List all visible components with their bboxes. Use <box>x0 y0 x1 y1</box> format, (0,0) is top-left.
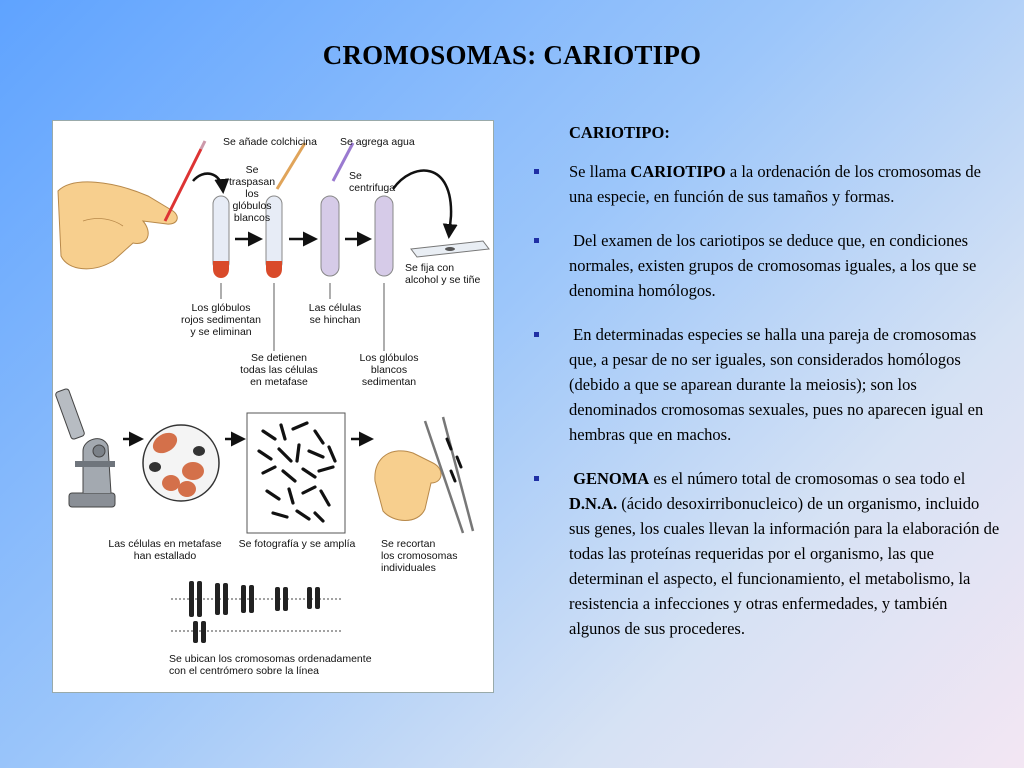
tube-4 <box>375 196 393 276</box>
karyotype-procedure-figure <box>52 120 494 693</box>
bullet-bold-term: D.N.A. <box>569 494 618 513</box>
label-ubican-2: con el centrómero sobre la línea <box>169 665 319 677</box>
arrow-to-slide <box>393 171 451 236</box>
label-rojos-3: y se eliminan <box>190 326 252 338</box>
label-centrifuga-1: Se <box>349 170 362 182</box>
bullet-text: (ácido desoxirribonucleico) de un organismo, incluido sus genes, los cuales llevan la información para la elaboración de todas las proteínas requeridas por el organismo, las que determinan el aspecto, el funcionamiento, el metabolismo, la resistencia a infecciones y otras enfermedades, y también algunos de sus procederes. <box>569 494 1000 638</box>
label-rojos-2: rojos sedimentan <box>181 314 261 326</box>
label-fija-2: alcohol y se tiñe <box>405 274 481 286</box>
tube-2 <box>266 143 305 278</box>
bullet-text: es el número total de cromosomas o sea todo el <box>649 469 974 488</box>
label-recortan-2: los cromosomas <box>381 550 458 562</box>
label-traspasan-line: los <box>245 188 259 200</box>
label-ubican-1: Se ubican los cromosomas ordenadamente <box>169 653 372 665</box>
label-rojos-1: Los glóbulos <box>191 302 251 314</box>
arrow-to-tube <box>193 174 223 191</box>
bullet-marker <box>534 238 539 243</box>
tube-3 <box>321 143 353 276</box>
label-hinchan-2: se hinchan <box>309 314 361 326</box>
slide-title: CROMOSOMAS: CARIOTIPO <box>322 40 702 70</box>
bullet-item <box>532 159 1002 209</box>
cells-circle <box>143 425 219 501</box>
label-centrifuga-2: centrifuga <box>349 182 396 194</box>
label-agua: Se agrega agua <box>340 136 415 148</box>
bullet-item <box>532 466 1002 641</box>
chromosome-photo <box>247 413 345 533</box>
label-estallado-2: han estallado <box>133 550 197 562</box>
microscope-illustration <box>55 388 115 507</box>
label-detienen-3: en metafase <box>250 376 308 388</box>
label-fija-1: Se fija con <box>405 262 455 274</box>
label-detienen-2: todas las células <box>240 364 318 376</box>
bullet-marker <box>534 476 539 481</box>
label-traspasan-line: blancos <box>233 212 271 224</box>
microscope-slide <box>411 241 489 257</box>
bullet-marker <box>534 332 539 337</box>
text-content <box>532 120 1002 660</box>
label-traspasan-line: traspasan <box>228 176 276 188</box>
hand-scissors-illustration <box>375 417 473 533</box>
bullet-item <box>532 228 1002 303</box>
label-detienen-1: Se detienen <box>250 352 308 364</box>
label-traspasan-line: Se <box>245 164 259 176</box>
bullet-text: Se llama <box>569 162 631 181</box>
label-estallado-1: Las células en metafase <box>108 538 222 550</box>
bullet-bold-term: CARIOTIPO <box>630 162 726 181</box>
label-fotografia: Se fotografía y se amplía <box>238 538 356 550</box>
tube-1 <box>213 196 229 278</box>
label-blancos-sed-3: sedimentan <box>361 376 417 388</box>
label-recortan-1: Se recortan <box>381 538 436 550</box>
bullet-bold-term: GENOMA <box>573 469 650 488</box>
label-hinchan-1: Las células <box>308 302 362 314</box>
label-blancos-sed-1: Los glóbulos <box>359 352 419 364</box>
bullet-item <box>532 322 1002 447</box>
label-traspasan-line: glóbulos <box>232 200 272 212</box>
bullet-text: En determinadas especies se halla una pareja de cromosomas que, a pesar de no ser iguales, son considerados homólogos (debido a que se aparean durante la meiosis); son los denominados cromosomas sexuales, pues no aparecen igual en hembras que en machos. <box>569 325 988 444</box>
bullet-text: a la ordenación de los cromosomas de una especie, en función de sus tamaños y formas. <box>569 162 981 206</box>
bullet-text: Del examen de los cariotipos se deduce que, en condiciones normales, existen grupos de cromosomas iguales, a los que se denomina homólogos. <box>569 231 981 300</box>
bullet-marker <box>534 169 539 174</box>
procedure-illustration <box>53 121 493 692</box>
label-blancos-sed-2: blancos <box>370 364 408 376</box>
section-heading: CARIOTIPO: <box>569 123 670 142</box>
finger-illustration <box>58 141 205 269</box>
label-colchicina: Se añade colchicina <box>223 136 317 148</box>
karyotype-rows <box>171 581 343 643</box>
label-recortan-3: individuales <box>381 562 436 574</box>
label-traspasan <box>229 164 275 224</box>
bullet-list <box>532 159 1002 641</box>
